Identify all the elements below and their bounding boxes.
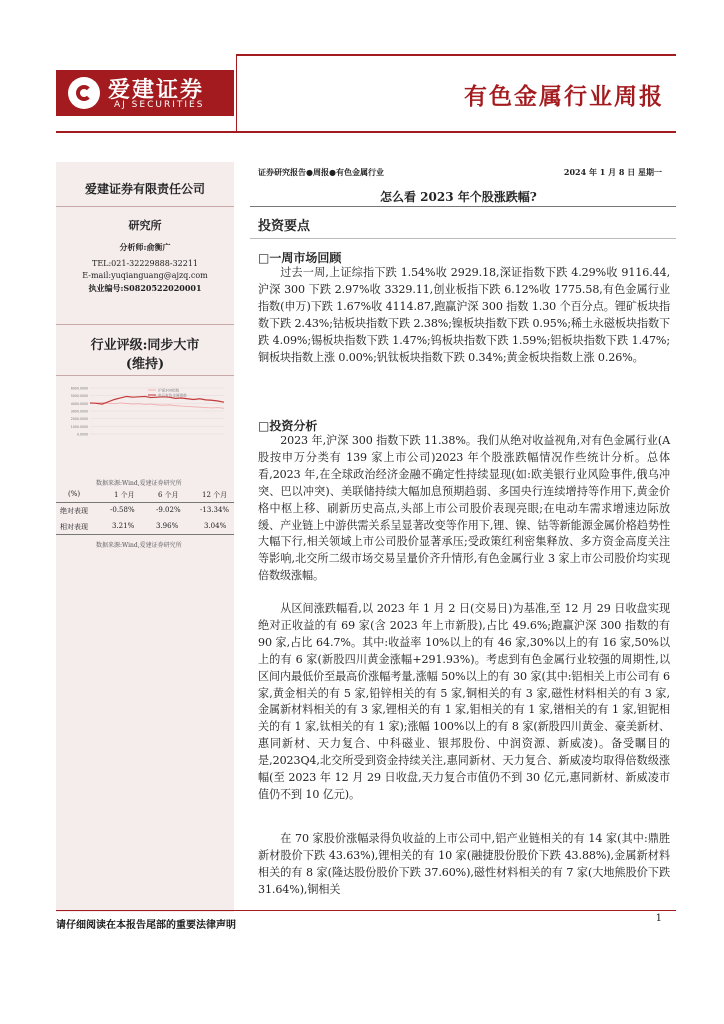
table-row-label: 相对表现 bbox=[60, 523, 88, 531]
article-title: 怎么看 2023 年个股涨跌幅? bbox=[380, 190, 537, 204]
paragraph-analysis-3: 在 70 家股价涨幅录得负收益的上市公司中,铝产业链相关的有 14 家(其中:鼎胜新材股价下跌 43.63%),锂相关的有 10 家(融捷股份股价下跌 43.88%),金属新材料相关的有 8 家(隆达股份股价下跌 37.60%),磁性材料相关的有 7 家(大地熊股价下跌 31.64%),铜相关 bbox=[258, 832, 670, 896]
table-cell: -9.02% bbox=[156, 506, 181, 514]
brand-logo bbox=[56, 70, 234, 116]
sidebar bbox=[56, 162, 234, 912]
chart-y-tick-label: 1000.0000 bbox=[70, 424, 88, 429]
report-title: 有色金属行业周报 bbox=[464, 84, 664, 110]
analyst-email: E-mail:yuqianguang@ajzq.com bbox=[82, 271, 208, 280]
chart-y-tick-label: 4000.0000 bbox=[70, 401, 88, 406]
chart-legend-label: 沪深300指数 bbox=[158, 388, 180, 393]
footer-rule bbox=[56, 910, 676, 911]
rating-status: (维持) bbox=[125, 357, 165, 372]
header-vertical-rule bbox=[236, 54, 237, 132]
table-cell: 3.04% bbox=[204, 522, 227, 530]
chart-y-tick-label: 6000.0000 bbox=[70, 386, 88, 391]
analyst-name: 分析师:俞衡广 bbox=[119, 242, 171, 252]
chart-y-tick-label: 5000.0000 bbox=[70, 394, 88, 399]
chart-y-tick-label: 0.0000 bbox=[76, 432, 88, 437]
section-rule bbox=[250, 238, 676, 239]
sidebar-divider bbox=[56, 324, 234, 325]
table-header-cell: 6 个月 bbox=[158, 491, 179, 499]
report-category: 证券研究报告●周报●有色金属行业 bbox=[258, 167, 384, 177]
sidebar-divider bbox=[56, 206, 234, 207]
paragraph-analysis-2: 从区间涨跌幅看,以 2023 年 1 月 2 日(交易日)为基准,至 12 月 29 日收盘实现绝对正收益的有 69 家(含 2023 年上市新股),占比 49.6%;跑赢沪深 300 指数的有 90 家,占比 64.7%。其中:收益率 10%以上的有 46 家,30%以上的有 16 家,50%以上的有 6 家(新股四川黄金涨幅+291.93%)。考虑到有色金属行业较强的周期性,以区间内最低价至最高价涨幅考量,涨幅 50%以上的有 30 家(其中:铝相关上市公司有 6 家,黄金相关的有 5 家,铅锌相关的有 5 家,铜相关的有 3 家,磁性材料相关的有 3 家,金属新材料相关的有 3 家,锂相关的有 1 家,钼相关的有 1 家,镨相关的有 1 家,钽铌相关的有 1 家,钛相关的有 1 家);涨幅 100%以上的有 8 家(新股四川黄金、豪美新材、惠同新材、天力复合、中科磁业、银邦股份、中润资源、新威凌)。备受瞩目的是,2023Q4,北交所受到资金持续关注,惠同新材、天力复合、新威凌均取得倍数级涨幅(至 2023 年 12 月 29 日收盘,天力复合市值仍不到 30 亿元,惠同新材、新威凌市值仍不到 10 亿元)。 bbox=[258, 602, 670, 801]
analyst-cert: 执业编号:S0820522020001 bbox=[88, 283, 202, 293]
table-source: 数据来源:Wind,爱建证券研究所 bbox=[96, 542, 182, 549]
table-cell: -13.34% bbox=[200, 506, 230, 514]
chart-legend-label: 申万有色金属指数 bbox=[158, 393, 187, 398]
table-cell: -0.58% bbox=[110, 506, 135, 514]
chart-y-tick-label: 3000.0000 bbox=[70, 409, 88, 414]
research-dept: 研究所 bbox=[128, 219, 162, 232]
industry-rating: 行业评级:同步大市 bbox=[90, 338, 200, 353]
logo-mark-icon bbox=[68, 77, 100, 109]
page-number: 1 bbox=[655, 913, 662, 924]
header-bottom-rule bbox=[56, 131, 676, 133]
chart-series-line bbox=[90, 396, 224, 404]
table-header-cell: 12 个月 bbox=[202, 491, 228, 499]
table-header-cell: (%) bbox=[68, 490, 81, 498]
index-line-chart bbox=[62, 384, 228, 438]
section-title: 投资要点 bbox=[258, 219, 311, 234]
subsection-market-review: □一周市场回顾 bbox=[258, 251, 342, 265]
chart-source: 数据来源:Wind,爱建证券研究所 bbox=[96, 480, 182, 487]
report-date: 2024 年 1 月 8 日 星期一 bbox=[563, 167, 662, 177]
paragraph-analysis-1: 2023 年,沪深 300 指数下跌 11.38%。我们从绝对收益视角,对有色金属行业(A 股按申万分类有 139 家上市公司)2023 年个股涨跌幅情况作些统计分析。总体看,2023 年,在全球政治经济金融不确定性持续显现(如:欧美银行业风险事件,俄乌冲突、巴以冲突)、美联储持续大幅加息预期趋弱、多国央行连续增持等作用下,黄金价格中枢上移、刷新历史高点,头部上市公司股价表现亮眼;在电动车需求增速边际放缓、产业链上中游供需关系呈显著改变等作用下,锂、镍、钴等新能源金属价格趋势性大幅下行,相关领域上市公司股价显著承压;受政策红利密集释放、多方资金高度关注等影响,北交所二级市场交易呈量价齐升情形,有色金属行业 3 家上市公司股价均实现倍数级涨幅。 bbox=[258, 434, 670, 583]
table-row bbox=[56, 506, 234, 518]
company-name: 爱建证券有限责任公司 bbox=[84, 182, 205, 196]
chart-y-tick-label: 2000.0000 bbox=[70, 417, 88, 422]
logo-chinese-name: 爱建证券 bbox=[108, 78, 205, 103]
table-header-cell: 1 个月 bbox=[114, 491, 135, 499]
table-row bbox=[56, 522, 234, 534]
logo-english-name: AJ SECURITIES bbox=[114, 100, 205, 110]
performance-table-header bbox=[56, 490, 234, 502]
subsection-investment-analysis: □投资分析 bbox=[258, 419, 318, 433]
paragraph-market-review: 过去一周,上证综指下跌 1.54%收 2929.18,深证指数下跌 4.29%收 9116.44,沪深 300 下跌 2.97%收 3329.11,创业板指下跌 6.12%收 1775.58,有色金属行业指数(申万)下跌 1.67%收 4114.87,跑赢沪深 300 指数 1.30 个百分点。锂矿板块指数下跌 2.43%;钴板块指数下跌 2.38%;镍板块指数下跌 0.95%;稀土永磁板块指数下跌 4.09%;锡板块指数下跌 1.47%;钨板块指数下跌 1.59%;铝板块指数下跌 1.47%;铜板块指数上涨 0.00%;钒钛板块指数下跌 0.34%;黄金板块指数上涨 0.26%。 bbox=[258, 266, 670, 364]
title-rule bbox=[250, 206, 676, 207]
legal-disclaimer: 请仔细阅读在本报告尾部的重要法律声明 bbox=[56, 920, 236, 931]
table-rule bbox=[56, 502, 234, 503]
table-rule bbox=[56, 534, 234, 535]
table-cell: 3.21% bbox=[112, 522, 135, 530]
analyst-tel: TEL:021-32229888-32211 bbox=[91, 259, 199, 268]
table-cell: 3.96% bbox=[156, 522, 179, 530]
sidebar-divider bbox=[56, 375, 234, 376]
header-top-rule bbox=[236, 54, 676, 56]
table-row-label: 绝对表现 bbox=[60, 507, 88, 515]
